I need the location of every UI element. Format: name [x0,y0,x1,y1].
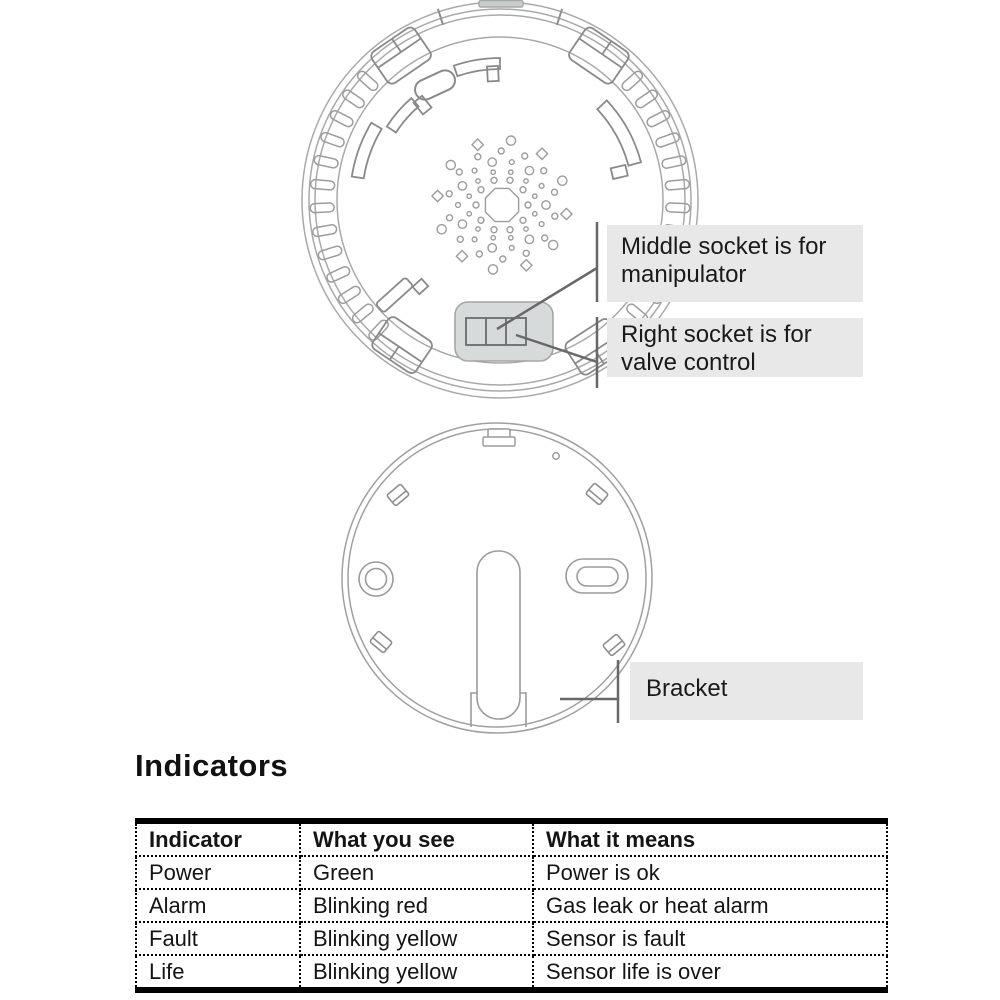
socket-area [455,302,553,361]
table-cell: Alarm [136,889,300,922]
table-row [136,922,887,955]
table-cell: Power [136,856,300,889]
leader-lines [497,222,618,723]
table-row [136,889,887,922]
table-cell: Blinking yellow [300,922,533,955]
table-cell: Blinking yellow [300,955,533,990]
oval-slot [566,559,628,593]
table-cell: Blinking red [300,889,533,922]
speaker-hole-pattern [432,136,572,274]
small-hole [553,453,559,459]
table-cell: Fault [136,922,300,955]
callout-middle-socket-text: Middle socket is for manipulator [621,233,827,289]
table-cell: Green [300,856,533,889]
top-tab [479,1,523,8]
bracket-diagram [342,423,652,733]
callout-right-socket-text: Right socket is for valve control [621,321,812,377]
table-cell: Gas leak or heat alarm [533,889,887,922]
callout-right-socket [607,318,863,377]
table-cell: Sensor is fault [533,922,887,955]
table-cell: Power is ok [533,856,887,889]
snap-clips [370,483,626,656]
table-cell: Life [136,955,300,990]
bracket-top-tab [483,429,515,446]
indicators-heading: Indicators [135,748,289,783]
table-row [136,955,887,990]
callout-bracket [630,662,863,720]
callout-middle-socket [607,225,863,302]
header-cell: What it means [533,821,887,856]
center-slot [471,551,526,727]
stadium-slot [412,67,459,103]
table-header-row [136,821,887,856]
screw-hole [359,562,393,596]
table-row [136,856,887,889]
callout-bracket-text: Bracket [646,675,728,702]
header-cell: Indicator [136,821,300,856]
header-cell: What you see [300,821,533,856]
rim-tick-marks [438,9,562,25]
indicators-table [135,818,888,993]
socket-bump [455,302,553,361]
table-cell: Sensor life is over [533,955,887,990]
